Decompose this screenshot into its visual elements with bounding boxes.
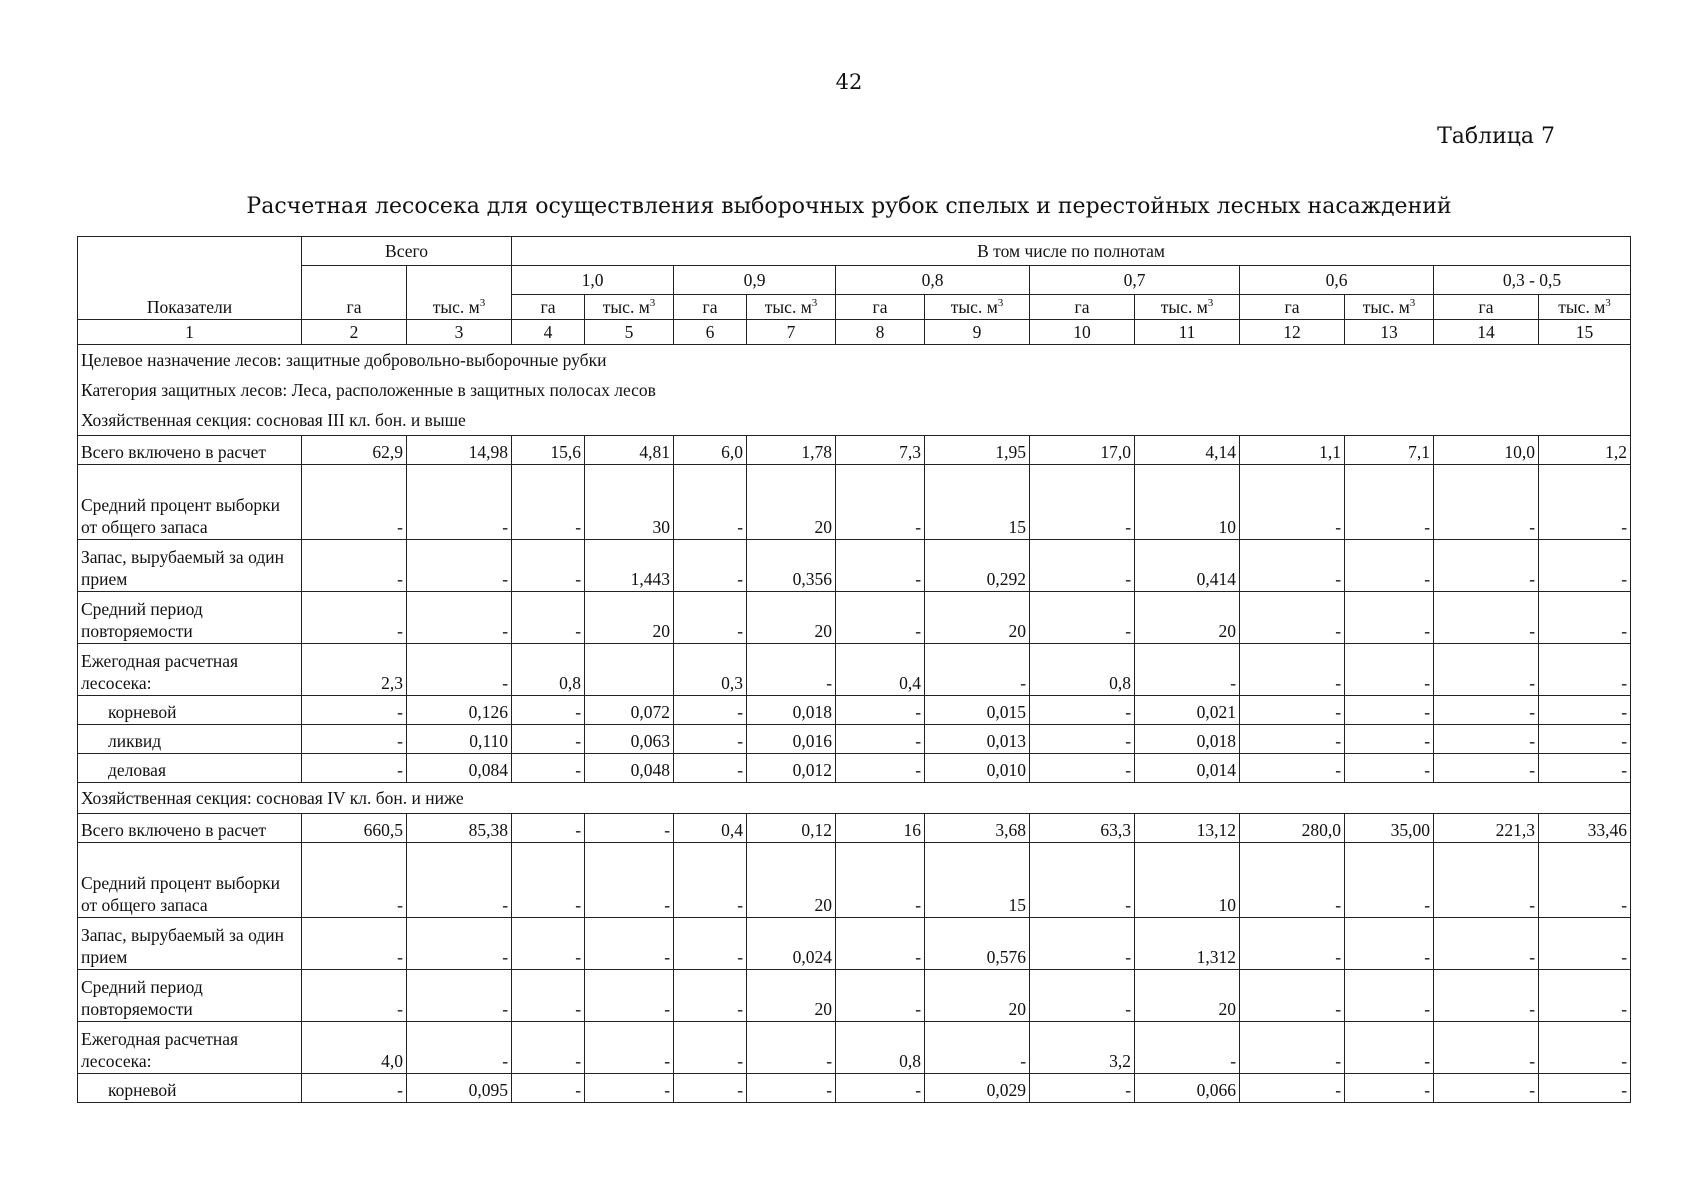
table-cell: - (1135, 1022, 1240, 1074)
table-cell: - (836, 918, 925, 970)
table-cell: - (1030, 592, 1135, 644)
row-label: корневой (78, 696, 302, 725)
table-cell: 7,1 (1345, 436, 1434, 465)
table-cell: 0,8 (512, 644, 585, 696)
table-cell: 20 (925, 592, 1030, 644)
table-cell: - (512, 918, 585, 970)
table-cell: - (512, 725, 585, 754)
table-cell: 0,4 (836, 644, 925, 696)
table-cell: - (1434, 696, 1539, 725)
table-cell: - (1434, 540, 1539, 592)
table-cell: 0,072 (585, 696, 674, 725)
row-label: Средний период повторяемости (78, 592, 302, 644)
table-cell: 0,015 (925, 696, 1030, 725)
header-density: 1,0 (512, 266, 674, 295)
table-cell: 15 (925, 465, 1030, 540)
table-row (78, 814, 1631, 843)
table-cell: 0,095 (407, 1074, 512, 1103)
table-cell: - (1240, 1022, 1345, 1074)
table-cell: - (1030, 540, 1135, 592)
table-cell: 62,9 (302, 436, 407, 465)
table-cell: - (512, 843, 585, 918)
table-cell: 0,110 (407, 725, 512, 754)
table-cell: - (1434, 592, 1539, 644)
table-cell: - (302, 970, 407, 1022)
header-density: 0,8 (836, 266, 1030, 295)
table-cell: - (1030, 465, 1135, 540)
table-cell: - (1030, 754, 1135, 783)
table-cell: - (747, 644, 836, 696)
table-cell: 0,016 (747, 725, 836, 754)
table-cell: - (407, 592, 512, 644)
table-cell: - (512, 696, 585, 725)
column-number: 11 (1135, 320, 1240, 345)
table-cell: - (836, 592, 925, 644)
column-number: 4 (512, 320, 585, 345)
table-cell: - (1539, 725, 1631, 754)
table-cell: 280,0 (1240, 814, 1345, 843)
row-label: ликвид (78, 725, 302, 754)
document-title: Расчетная лесосека для осуществления выборочных рубок спелых и перестойных лесных насаждений (246, 194, 1452, 219)
column-number: 1 (78, 320, 302, 345)
table-cell: 1,95 (925, 436, 1030, 465)
table-cell: - (302, 540, 407, 592)
table-cell: - (407, 465, 512, 540)
table-cell: 20 (1135, 970, 1240, 1022)
row-label: Средний процент выборки от общего запаса (78, 465, 302, 540)
table-cell: - (1240, 696, 1345, 725)
row-label: Ежегодная расчетная лесосека: (78, 644, 302, 696)
row-label: деловая (78, 754, 302, 783)
table-cell: - (836, 843, 925, 918)
column-number: 6 (674, 320, 747, 345)
table-cell: 85,38 (407, 814, 512, 843)
section-category: Категория защитных лесов: Леса, расположенные в защитных полосах лесов (78, 375, 1631, 405)
table-cell: - (836, 754, 925, 783)
table-cell: - (1539, 1074, 1631, 1103)
table-cell: - (302, 843, 407, 918)
table-cell: - (585, 843, 674, 918)
table-cell (585, 644, 674, 696)
table-row (78, 843, 1631, 918)
table-row (78, 1074, 1631, 1103)
table-cell: 4,0 (302, 1022, 407, 1074)
row-label: Запас, вырубаемый за один прием (78, 540, 302, 592)
table-cell: - (1345, 843, 1434, 918)
table-cell: 0,018 (1135, 725, 1240, 754)
table-cell: - (1434, 754, 1539, 783)
table-cell: - (302, 754, 407, 783)
table-cell: - (512, 1074, 585, 1103)
table-cell: 0,576 (925, 918, 1030, 970)
table-cell: 1,2 (1539, 436, 1631, 465)
table-cell: 30 (585, 465, 674, 540)
table-cell: 0,013 (925, 725, 1030, 754)
table-cell: - (1434, 970, 1539, 1022)
table-cell: - (1345, 592, 1434, 644)
table-cell: - (1030, 970, 1135, 1022)
lesoseka-table (77, 236, 1631, 1103)
table-cell: - (1345, 970, 1434, 1022)
table-cell: 14,98 (407, 436, 512, 465)
table-cell: - (407, 540, 512, 592)
header-total: Всего (302, 237, 512, 266)
table-row (78, 970, 1631, 1022)
header-volume: тыс. $м^3$ (1135, 295, 1240, 320)
table-cell: 2,3 (302, 644, 407, 696)
table-cell: - (925, 1022, 1030, 1074)
header-volume: тыс. $м^3$ (747, 295, 836, 320)
table-cell: 0,063 (585, 725, 674, 754)
table-cell: - (585, 1022, 674, 1074)
table-cell: 0,014 (1135, 754, 1240, 783)
table-cell: - (1345, 1074, 1434, 1103)
table-cell: 33,46 (1539, 814, 1631, 843)
row-label: корневой (78, 1074, 302, 1103)
table-cell: - (1030, 725, 1135, 754)
header-ha: га (512, 295, 585, 320)
table-cell: - (302, 1074, 407, 1103)
table-cell: 35,00 (1345, 814, 1434, 843)
table-cell: - (302, 696, 407, 725)
table-cell: - (674, 843, 747, 918)
table-cell: - (1240, 465, 1345, 540)
table-cell: - (302, 592, 407, 644)
table-cell: 0,4 (674, 814, 747, 843)
table-cell: - (1030, 918, 1135, 970)
header-volume: тыс. $м^3$ (585, 295, 674, 320)
column-number: 10 (1030, 320, 1135, 345)
table-cell: - (836, 970, 925, 1022)
table-cell: - (674, 918, 747, 970)
table-cell: - (1345, 465, 1434, 540)
table-cell: - (1434, 1022, 1539, 1074)
table-cell: - (1434, 1074, 1539, 1103)
table-row (78, 918, 1631, 970)
table-cell: 0,029 (925, 1074, 1030, 1103)
header-ha: га (1434, 295, 1539, 320)
table-cell: 20 (747, 843, 836, 918)
table-cell: - (836, 1074, 925, 1103)
table-row (78, 725, 1631, 754)
table-cell: 4,14 (1135, 436, 1240, 465)
table-cell: - (1135, 644, 1240, 696)
table-cell: - (1240, 592, 1345, 644)
table-cell: - (674, 592, 747, 644)
table-cell: 20 (747, 592, 836, 644)
table-cell: 660,5 (302, 814, 407, 843)
table-cell: - (585, 1074, 674, 1103)
table-cell: - (674, 1074, 747, 1103)
table-cell: - (302, 465, 407, 540)
row-label: Всего включено в расчет (78, 436, 302, 465)
table-cell: - (747, 1074, 836, 1103)
table-cell: - (512, 814, 585, 843)
section-header-2: Хозяйственная секция: сосновая IV кл. бон. и ниже (78, 783, 1631, 814)
table-row (78, 540, 1631, 592)
table-cell: - (302, 725, 407, 754)
table-cell: - (1539, 970, 1631, 1022)
table-cell: 0,414 (1135, 540, 1240, 592)
table-cell: 0,12 (747, 814, 836, 843)
table-cell: - (1240, 644, 1345, 696)
table-cell: - (674, 465, 747, 540)
header-density: 0,6 (1240, 266, 1434, 295)
header-volume: тыс. $м^3$ (1539, 295, 1631, 320)
header-density: 0,3 - 0,5 (1434, 266, 1631, 295)
table-cell: - (674, 970, 747, 1022)
table-row (78, 1022, 1631, 1074)
table-cell: - (512, 970, 585, 1022)
header-ha: га (836, 295, 925, 320)
table-cell: - (1539, 754, 1631, 783)
table-cell: - (512, 465, 585, 540)
table-cell: - (1434, 644, 1539, 696)
table-cell: - (836, 696, 925, 725)
table-cell: - (1434, 465, 1539, 540)
table-cell: 10,0 (1434, 436, 1539, 465)
table-cell: 20 (585, 592, 674, 644)
table-cell: 20 (747, 465, 836, 540)
table-cell: - (674, 696, 747, 725)
table-row (78, 754, 1631, 783)
table-cell: - (1240, 540, 1345, 592)
table-row (78, 436, 1631, 465)
table-cell: - (1539, 1022, 1631, 1074)
table-cell: - (302, 918, 407, 970)
table-cell: 1,1 (1240, 436, 1345, 465)
table-cell: 0,024 (747, 918, 836, 970)
header-total-volume: тыс. $м^3$ (407, 266, 512, 320)
table-cell: - (674, 725, 747, 754)
table-cell: 6,0 (674, 436, 747, 465)
table-cell: 0,3 (674, 644, 747, 696)
row-label: Ежегодная расчетная лесосека: (78, 1022, 302, 1074)
table-cell: - (836, 540, 925, 592)
table-cell: - (925, 644, 1030, 696)
section-header-1: Хозяйственная секция: сосновая III кл. бон. и выше (78, 405, 1631, 436)
table-cell: 0,8 (1030, 644, 1135, 696)
table-cell: - (1434, 843, 1539, 918)
table-cell: 13,12 (1135, 814, 1240, 843)
section-target: Целевое назначение лесов: защитные добровольно-выборочные рубки (78, 345, 1631, 376)
table-cell: 0,066 (1135, 1074, 1240, 1103)
table-cell: - (1240, 970, 1345, 1022)
table-cell: - (1345, 644, 1434, 696)
header-row-2 (78, 266, 1631, 295)
table-cell: - (407, 843, 512, 918)
header-ha: га (1030, 295, 1135, 320)
table-row (78, 592, 1631, 644)
table-cell: - (585, 918, 674, 970)
table-cell: - (512, 592, 585, 644)
header-total-ha: га (302, 266, 407, 320)
table-cell: - (407, 1022, 512, 1074)
table-cell: - (1240, 843, 1345, 918)
table-cell: 0,356 (747, 540, 836, 592)
table-cell: - (585, 814, 674, 843)
column-number: 9 (925, 320, 1030, 345)
table-cell: - (512, 1022, 585, 1074)
table-cell: - (674, 540, 747, 592)
table-cell: - (407, 970, 512, 1022)
page-number: 42 (835, 70, 863, 94)
table-cell: - (836, 465, 925, 540)
table-cell: - (1030, 1074, 1135, 1103)
table-cell: - (1345, 1022, 1434, 1074)
table-cell: 0,010 (925, 754, 1030, 783)
table-cell: - (1030, 696, 1135, 725)
table-cell: - (1539, 592, 1631, 644)
table-row (78, 644, 1631, 696)
table-cell: - (836, 725, 925, 754)
table-cell: - (585, 970, 674, 1022)
table-cell: 10 (1135, 843, 1240, 918)
table-cell: - (1434, 725, 1539, 754)
table-cell: 3,68 (925, 814, 1030, 843)
table-cell: - (674, 1022, 747, 1074)
table-cell: 221,3 (1434, 814, 1539, 843)
table-cell: - (1345, 540, 1434, 592)
header-ha: га (1240, 295, 1345, 320)
table-cell: - (1240, 918, 1345, 970)
table-cell: 10 (1135, 465, 1240, 540)
table-cell: 15,6 (512, 436, 585, 465)
table-cell: 20 (925, 970, 1030, 1022)
table-cell: 16 (836, 814, 925, 843)
table-cell: - (1539, 918, 1631, 970)
table-cell: - (674, 754, 747, 783)
table-cell: - (1539, 465, 1631, 540)
table-cell: - (1539, 644, 1631, 696)
header-density: 0,7 (1030, 266, 1240, 295)
table-cell: - (407, 644, 512, 696)
table-cell: - (1240, 754, 1345, 783)
table-cell: - (1345, 725, 1434, 754)
table-cell: 0,126 (407, 696, 512, 725)
header-ha: га (674, 295, 747, 320)
table-cell: 0,8 (836, 1022, 925, 1074)
table-cell: 63,3 (1030, 814, 1135, 843)
table-cell: 17,0 (1030, 436, 1135, 465)
header-volume: тыс. $м^3$ (925, 295, 1030, 320)
table-cell: 3,2 (1030, 1022, 1135, 1074)
row-label: Средний период повторяемости (78, 970, 302, 1022)
column-number: 5 (585, 320, 674, 345)
header-indicators: Показатели (78, 237, 302, 320)
header-by-density: В том числе по полнотам (512, 237, 1631, 266)
table-cell: - (747, 1022, 836, 1074)
table-cell: - (1240, 725, 1345, 754)
table-cell: - (1345, 754, 1434, 783)
column-number: 2 (302, 320, 407, 345)
row-label: Запас, вырубаемый за один прием (78, 918, 302, 970)
table-cell: 1,78 (747, 436, 836, 465)
column-number: 12 (1240, 320, 1345, 345)
column-number: 15 (1539, 320, 1631, 345)
table-cell: 0,012 (747, 754, 836, 783)
table-row (78, 696, 1631, 725)
table-cell: - (1240, 1074, 1345, 1103)
table-cell: - (1345, 696, 1434, 725)
table-cell: - (1539, 843, 1631, 918)
table-cell: 1,443 (585, 540, 674, 592)
table-cell: 0,292 (925, 540, 1030, 592)
table-cell: 4,81 (585, 436, 674, 465)
table-cell: 15 (925, 843, 1030, 918)
header-volume: тыс. $м^3$ (1345, 295, 1434, 320)
table-label: Таблица 7 (1437, 124, 1555, 149)
table-cell: 20 (1135, 592, 1240, 644)
table-cell: 0,018 (747, 696, 836, 725)
table-cell: 1,312 (1135, 918, 1240, 970)
table-cell: 0,084 (407, 754, 512, 783)
column-number: 7 (747, 320, 836, 345)
table-cell: - (1345, 918, 1434, 970)
column-number: 8 (836, 320, 925, 345)
row-label: Всего включено в расчет (78, 814, 302, 843)
table-cell: 0,021 (1135, 696, 1240, 725)
table-cell: - (407, 918, 512, 970)
column-number: 14 (1434, 320, 1539, 345)
table-row (78, 465, 1631, 540)
column-number: 3 (407, 320, 512, 345)
header-row-1 (78, 237, 1631, 266)
table-cell: - (1434, 918, 1539, 970)
table-cell: - (512, 540, 585, 592)
table-cell: - (1030, 843, 1135, 918)
table-cell: - (512, 754, 585, 783)
column-number: 13 (1345, 320, 1434, 345)
table-cell: - (1539, 540, 1631, 592)
table-cell: 0,048 (585, 754, 674, 783)
table-cell: 20 (747, 970, 836, 1022)
column-number-row (78, 320, 1631, 345)
header-density: 0,9 (674, 266, 836, 295)
table-cell: 7,3 (836, 436, 925, 465)
row-label: Средний процент выборки от общего запаса (78, 843, 302, 918)
table-cell: - (1539, 696, 1631, 725)
